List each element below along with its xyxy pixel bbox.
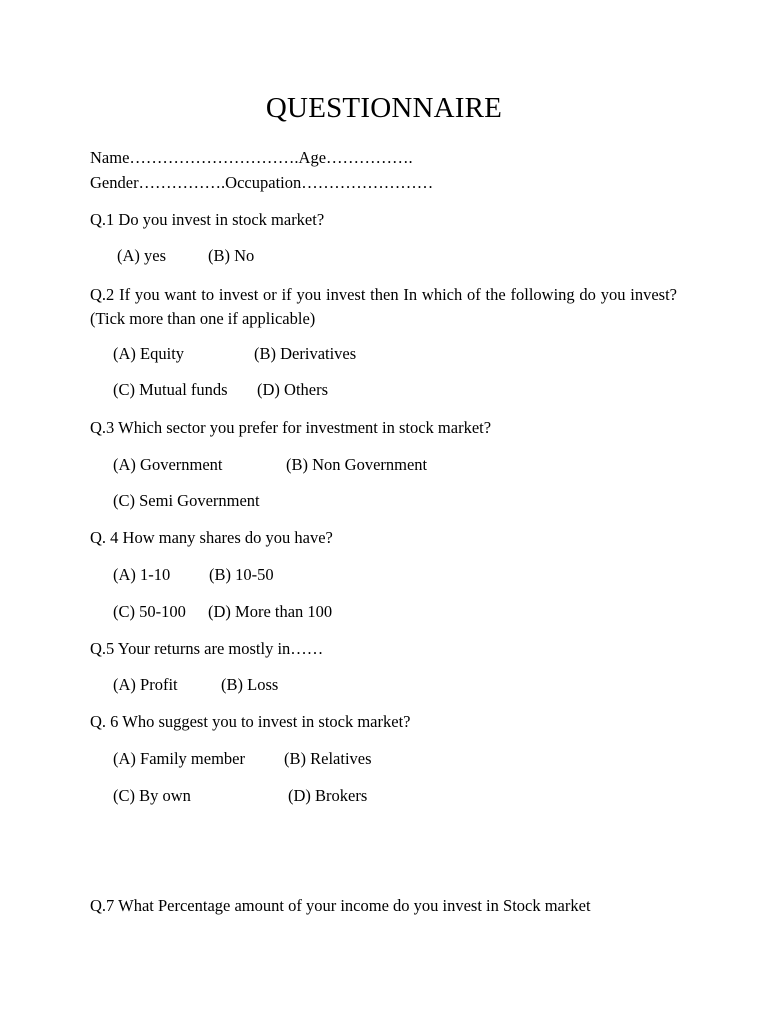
question-5: Q.5 Your returns are mostly in……: [90, 639, 324, 658]
q3-option-c[interactable]: (C) Semi Government: [113, 491, 260, 510]
name-age-field-line[interactable]: Name………………………….Age…………….: [90, 148, 413, 167]
q2-option-b[interactable]: (B) Derivatives: [254, 344, 357, 363]
question-4: Q. 4 How many shares do you have?: [90, 528, 333, 547]
q2-option-d[interactable]: (D) Others: [257, 380, 329, 399]
question-6: Q. 6 Who suggest you to invest in stock market?: [90, 712, 411, 731]
q2-option-a[interactable]: (A) Equity: [113, 344, 185, 363]
q5-option-a[interactable]: (A) Profit: [113, 675, 178, 694]
q1-option-a[interactable]: (A) yes: [117, 246, 167, 265]
q5-option-b[interactable]: (B) Loss: [221, 675, 279, 694]
q6-option-d[interactable]: (D) Brokers: [288, 786, 368, 805]
question-1: Q.1 Do you invest in stock market?: [90, 210, 325, 229]
q4-option-d[interactable]: (D) More than 100: [208, 602, 333, 621]
q3-option-a[interactable]: (A) Government: [113, 455, 223, 474]
question-2: Q.2 If you want to invest or if you invest then In which of the following do you invest?(Tick more than one if applicable): [90, 285, 677, 328]
q4-option-a[interactable]: (A) 1-10: [113, 565, 171, 584]
q3-option-b[interactable]: (B) Non Government: [286, 455, 428, 474]
question-3: Q.3 Which sector you prefer for investment in stock market?: [90, 418, 492, 437]
q2-option-c[interactable]: (C) Mutual funds: [113, 380, 228, 399]
gender-occupation-field-line[interactable]: Gender…………….Occupation……………………: [90, 173, 434, 192]
q6-option-a[interactable]: (A) Family member: [113, 749, 245, 768]
q4-option-c[interactable]: (C) 50-100: [113, 602, 186, 621]
q4-option-b[interactable]: (B) 10-50: [209, 565, 274, 584]
q6-option-b[interactable]: (B) Relatives: [284, 749, 372, 768]
question-7: Q.7 What Percentage amount of your income do you invest in Stock market: [90, 896, 591, 915]
q1-option-b[interactable]: (B) No: [208, 246, 255, 265]
page-title: QUESTIONNAIRE: [265, 92, 503, 124]
q6-option-c[interactable]: (C) By own: [113, 786, 191, 805]
